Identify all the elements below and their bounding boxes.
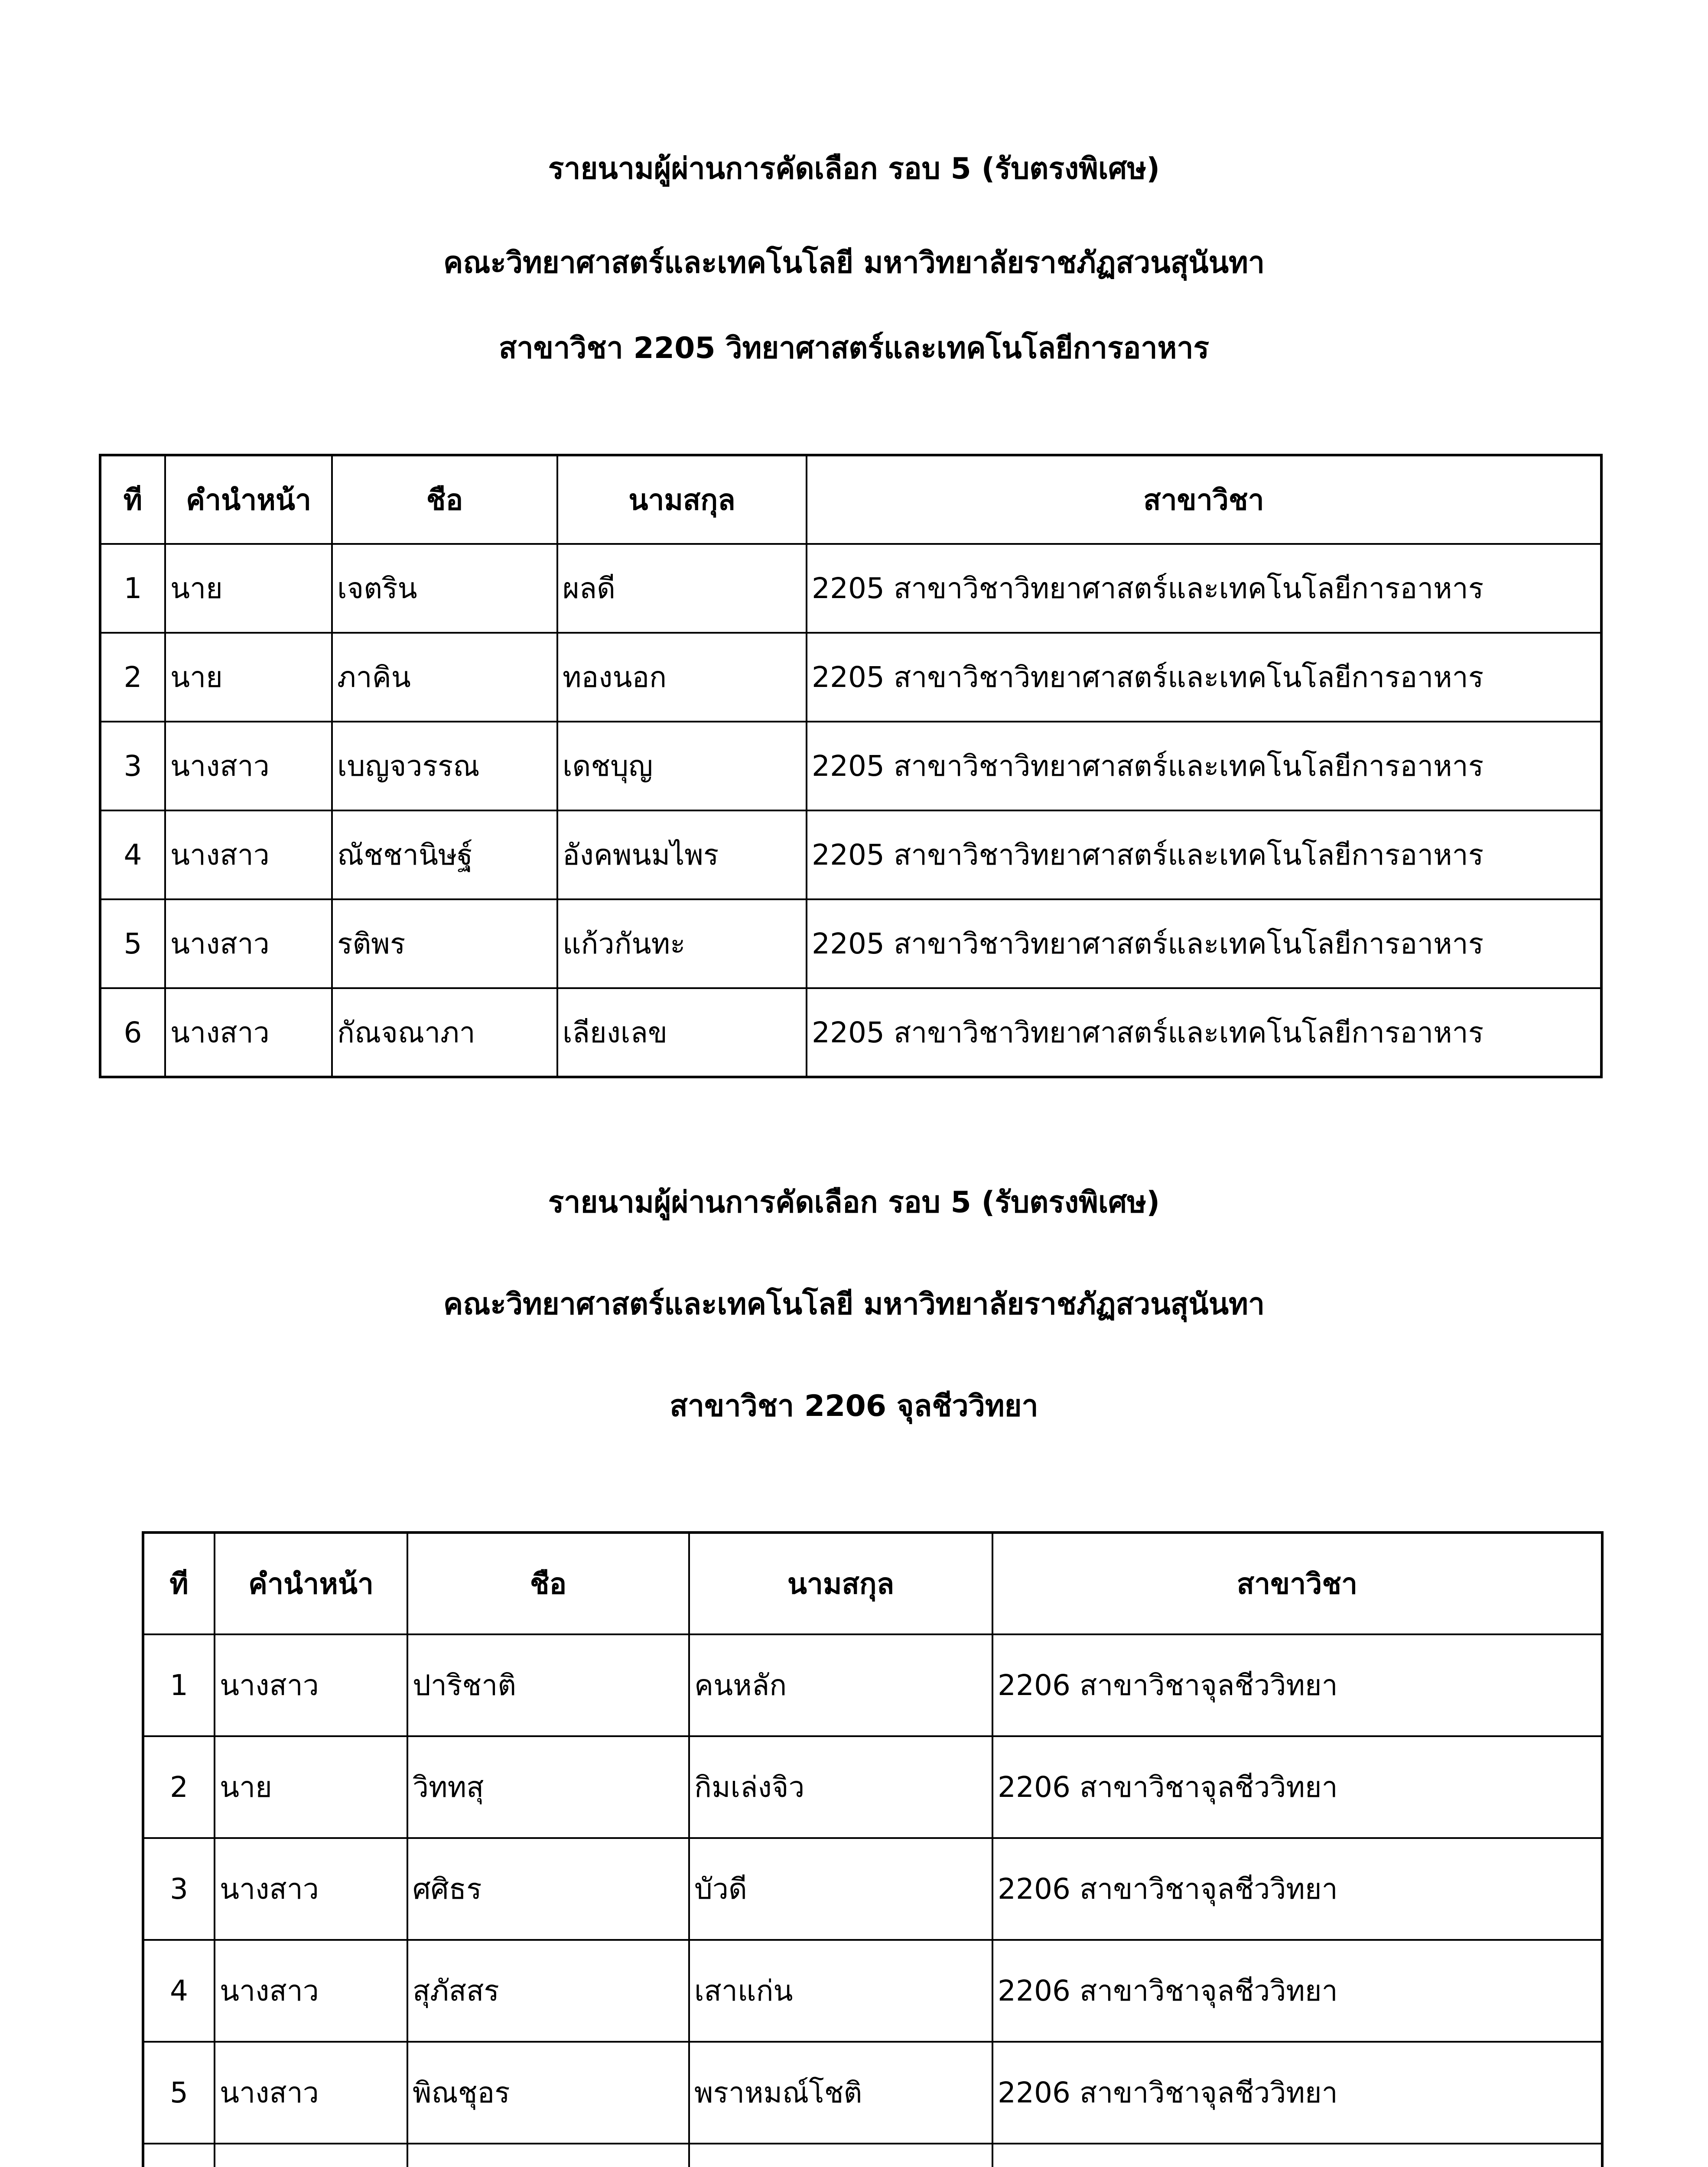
- header-first-name: ชือ: [332, 455, 557, 544]
- header-last-name: นามสกุล: [689, 1533, 992, 1634]
- section2-table: [142, 1531, 1604, 2167]
- cell-no: 6: [100, 988, 165, 1077]
- cell-major: 2205 สาขาวิชาวิทยาศาสตร์และเทคโนโลยีการอาหาร: [807, 988, 1601, 1077]
- cell-last-name: อังคพนมไพร: [557, 810, 807, 899]
- cell-prefix: นาย: [215, 1736, 407, 1838]
- header-prefix: คำนำหน้า: [165, 455, 332, 544]
- cell-last-name: เลียงเลข: [557, 988, 807, 1077]
- cell-prefix: นางสาว: [165, 722, 332, 810]
- cell-first-name: สุภัสสร: [407, 1940, 689, 2042]
- header-last-name: นามสกุล: [557, 455, 807, 544]
- cell-first-name: เจตริน: [332, 544, 557, 633]
- cell-prefix: นางสาว: [215, 1838, 407, 1940]
- cell-prefix: นาย: [165, 633, 332, 722]
- cell-prefix: นางสาว: [215, 1634, 407, 1736]
- cell-major: 2205 สาขาวิชาวิทยาศาสตร์และเทคโนโลยีการอาหาร: [807, 633, 1601, 722]
- cell-no: 1: [143, 1634, 215, 1736]
- cell-no: 2: [143, 1736, 215, 1838]
- section1-title-line2: คณะวิทยาศาสตร์และเทคโนโลยี มหาวิทยาลัยราชภัฏสวนสุนันทา: [443, 246, 1265, 280]
- cell-no: 4: [100, 810, 165, 899]
- section1-title-line1: รายนามผู้ผ่านการคัดเลือก รอบ 5 (รับตรงพิเศษ): [548, 152, 1160, 186]
- cell-first-name: กัณจณาภา: [332, 988, 557, 1077]
- cell-last-name: บัวดี: [689, 1838, 992, 1940]
- table-row: [100, 544, 1601, 633]
- cell-last-name: แก้วกันทะ: [557, 899, 807, 988]
- cell-no: 2: [100, 633, 165, 722]
- cell-major: 2205 สาขาวิชาวิทยาศาสตร์และเทคโนโลยีการอาหาร: [807, 810, 1601, 899]
- section1-title-line3: สาขาวิชา 2205 วิทยาศาสตร์และเทคโนโลยีการอาหาร: [498, 331, 1210, 365]
- table-row: [143, 2144, 1602, 2167]
- table-row: [100, 810, 1601, 899]
- cell-major: [992, 2144, 1602, 2167]
- cell-first-name: [407, 2144, 689, 2167]
- cell-major: 2206 สาขาวิชาจุลชีววิทยา: [992, 1940, 1602, 2042]
- cell-no: 1: [100, 544, 165, 633]
- table-row: [143, 1736, 1602, 1838]
- section2-title-line1: รายนามผู้ผ่านการคัดเลือก รอบ 5 (รับตรงพิเศษ): [548, 1185, 1160, 1220]
- cell-major: 2205 สาขาวิชาวิทยาศาสตร์และเทคโนโลยีการอาหาร: [807, 544, 1601, 633]
- cell-no: 5: [143, 2042, 215, 2144]
- cell-no: 5: [100, 899, 165, 988]
- header-major: สาขาวิชา: [992, 1533, 1602, 1634]
- header-major: สาขาวิชา: [807, 455, 1601, 544]
- table-row: [100, 899, 1601, 988]
- cell-first-name: เบญจวรรณ: [332, 722, 557, 810]
- header-no: ที: [143, 1533, 215, 1634]
- cell-first-name: ณัชชานิษฐ์: [332, 810, 557, 899]
- table-header-row: [100, 455, 1601, 544]
- cell-last-name: พราหมณ์โชติ: [689, 2042, 992, 2144]
- cell-major: 2205 สาขาวิชาวิทยาศาสตร์และเทคโนโลยีการอาหาร: [807, 722, 1601, 810]
- table-row: [100, 988, 1601, 1077]
- table-row: [143, 2042, 1602, 2144]
- cell-no: 3: [100, 722, 165, 810]
- table-row: [143, 1838, 1602, 1940]
- table-row: [100, 722, 1601, 810]
- cell-first-name: ศศิธร: [407, 1838, 689, 1940]
- cell-no: 4: [143, 1940, 215, 2042]
- cell-prefix: นางสาว: [165, 810, 332, 899]
- cell-prefix: นางสาว: [215, 2042, 407, 2144]
- cell-last-name: เดชบุญ: [557, 722, 807, 810]
- cell-no: 3: [143, 1838, 215, 1940]
- cell-first-name: ภาคิน: [332, 633, 557, 722]
- cell-last-name: [689, 2144, 992, 2167]
- table-header-row: [143, 1533, 1602, 1634]
- cell-first-name: วิททสุ: [407, 1736, 689, 1838]
- cell-last-name: เสาแก่น: [689, 1940, 992, 2042]
- cell-last-name: ทองนอก: [557, 633, 807, 722]
- cell-prefix: นางสาว: [165, 899, 332, 988]
- cell-last-name: กิมเล่งจิว: [689, 1736, 992, 1838]
- cell-first-name: พิณชุอร: [407, 2042, 689, 2144]
- cell-prefix: นางสาว: [165, 988, 332, 1077]
- header-first-name: ชือ: [407, 1533, 689, 1634]
- cell-prefix: นาย: [165, 544, 332, 633]
- cell-first-name: ปาริชาติ: [407, 1634, 689, 1736]
- cell-major: 2206 สาขาวิชาจุลชีววิทยา: [992, 1838, 1602, 1940]
- cell-major: 2206 สาขาวิชาจุลชีววิทยา: [992, 2042, 1602, 2144]
- header-prefix: คำนำหน้า: [215, 1533, 407, 1634]
- section1-table: [99, 454, 1603, 1078]
- cell-last-name: ผลดี: [557, 544, 807, 633]
- cell-last-name: คนหลัก: [689, 1634, 992, 1736]
- cell-first-name: รติพร: [332, 899, 557, 988]
- section2-title-line3: สาขาวิชา 2206 จุลชีววิทยา: [670, 1389, 1038, 1423]
- cell-major: 2206 สาขาวิชาจุลชีววิทยา: [992, 1736, 1602, 1838]
- section2-title-line2: คณะวิทยาศาสตร์และเทคโนโลยี มหาวิทยาลัยราชภัฏสวนสุนันทา: [443, 1287, 1265, 1321]
- table-row: [143, 1940, 1602, 2042]
- table-row: [143, 1634, 1602, 1736]
- header-no: ที: [100, 455, 165, 544]
- table-row: [100, 633, 1601, 722]
- cell-prefix: นางสาว: [215, 1940, 407, 2042]
- cell-prefix: [215, 2144, 407, 2167]
- cell-major: 2205 สาขาวิชาวิทยาศาสตร์และเทคโนโลยีการอาหาร: [807, 899, 1601, 988]
- cell-no: [143, 2144, 215, 2167]
- cell-major: 2206 สาขาวิชาจุลชีววิทยา: [992, 1634, 1602, 1736]
